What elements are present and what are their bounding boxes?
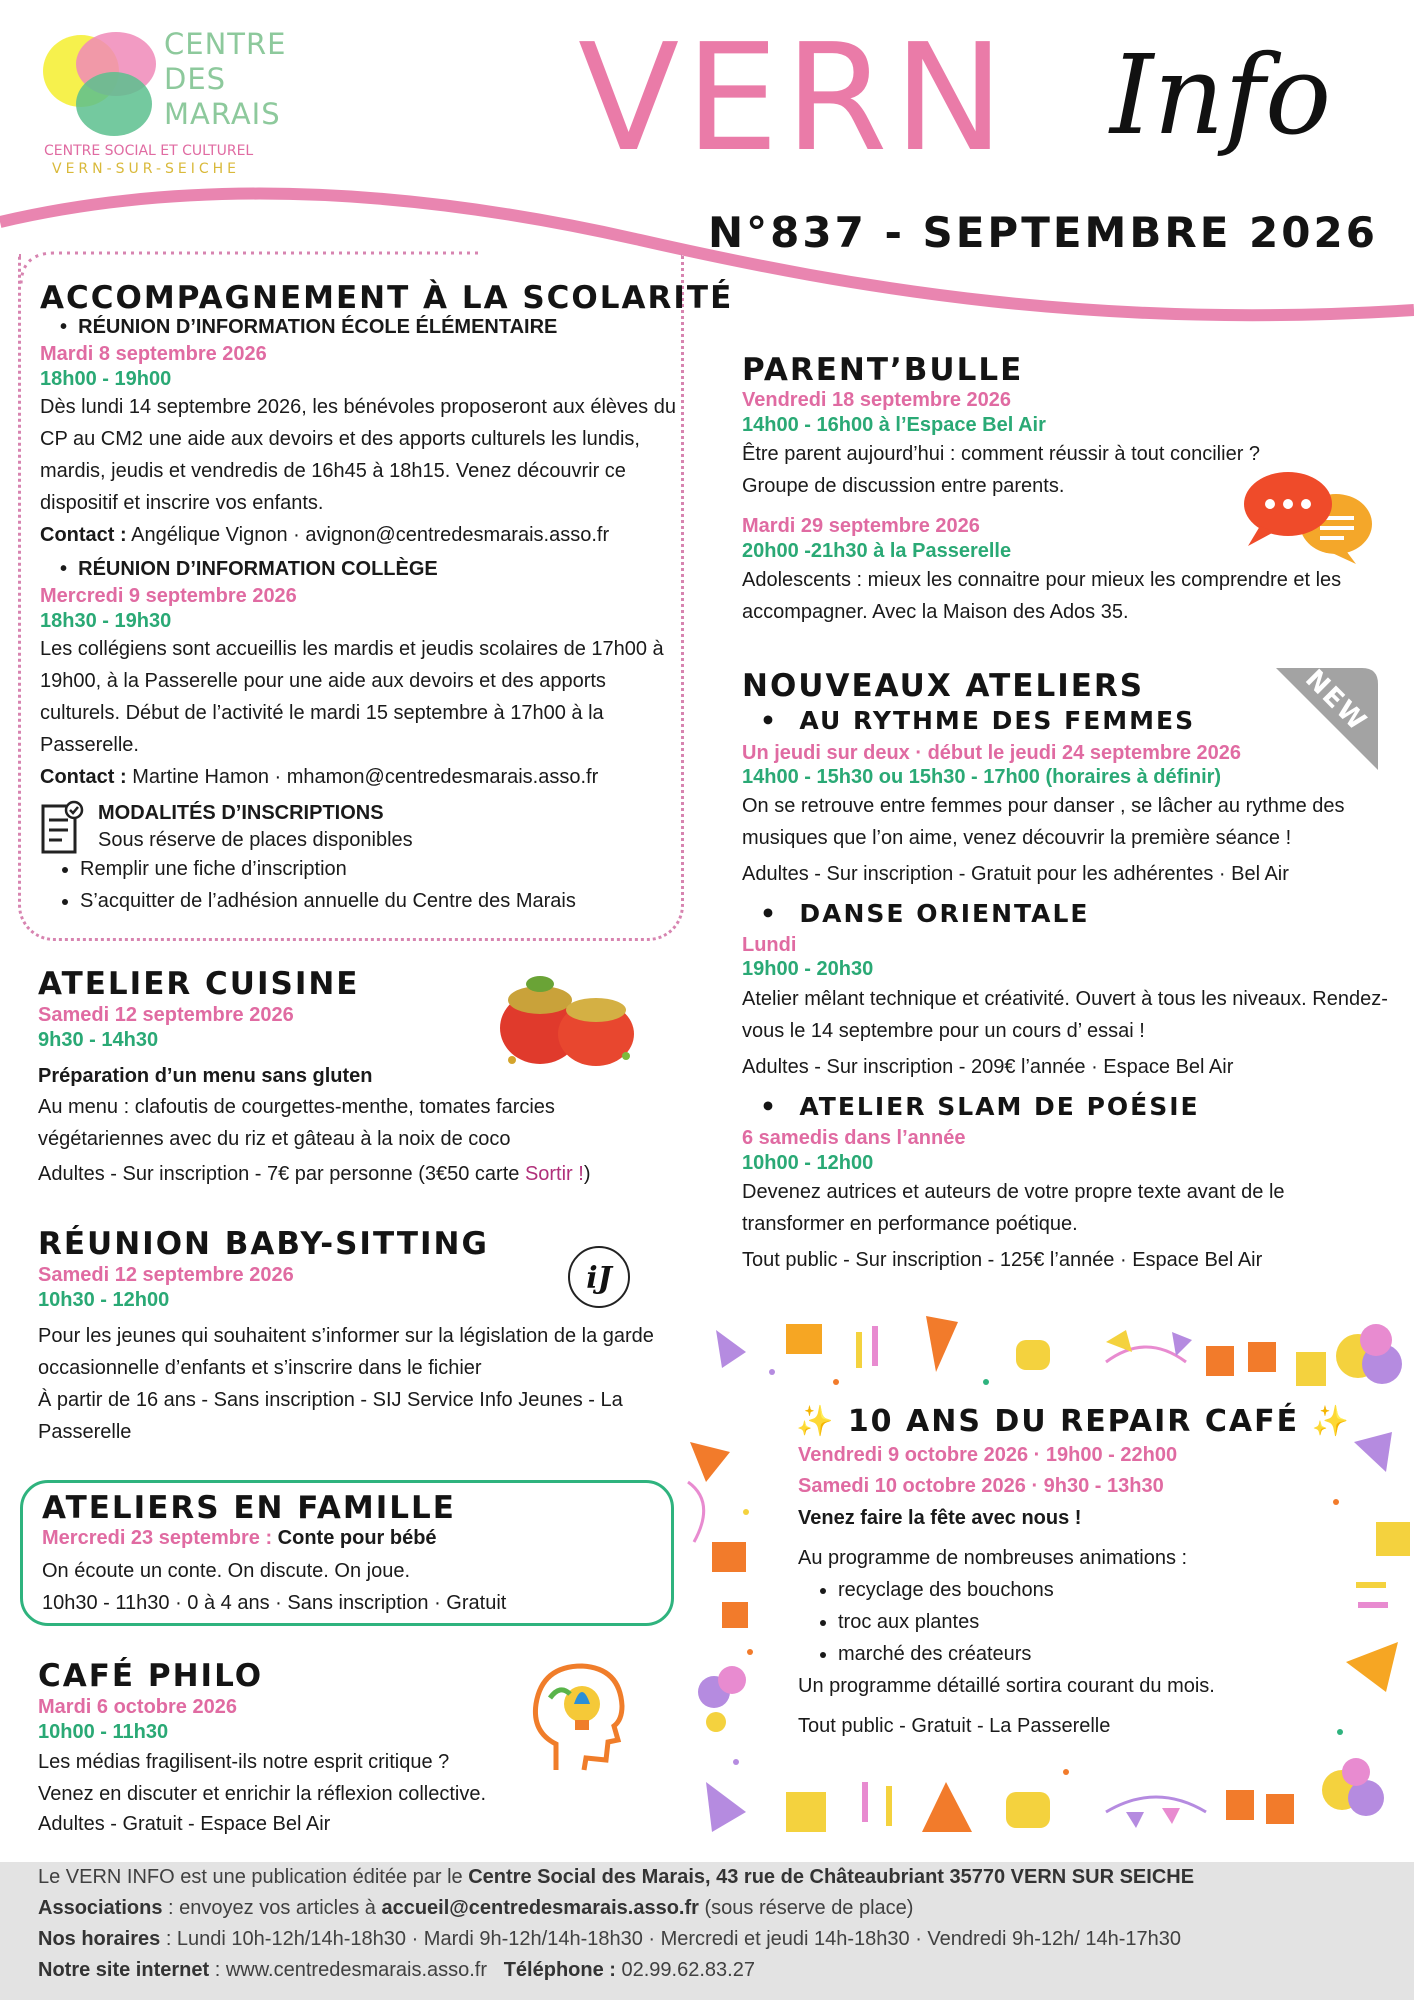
ateliers-a1-text: On se retrouve entre femmes pour danser , se lâcher au rythme des musiques que l’on aime, venez découvrir la première séance ! xyxy=(742,795,1345,849)
scolarite-text2: Les collégiens sont accueillis les mardis et jeudis scolaires de 17h00 à 19h00, à la Passerelle pour une aide aux devoirs et des apports culturels. Début de l’activité le mardi 15 septembre à 17h00 à la Passerelle. xyxy=(40,638,664,756)
footer-text: (sous réserve de place) xyxy=(698,1897,914,1919)
food-icon xyxy=(496,964,644,1068)
modalites-sub: Sous réserve de places disponibles xyxy=(98,829,413,851)
footer-label: Téléphone : xyxy=(503,1959,616,1981)
philo-title: CAFÉ PHILO xyxy=(38,1658,264,1694)
footer-line2 xyxy=(38,1893,913,1924)
repair-text: Un programme détaillé sortira courant du mois. xyxy=(798,1675,1215,1697)
ateliers-a3-title: • ATELIER SLAM DE POÉSIE xyxy=(760,1092,1200,1121)
ateliers-a3-title-label: ATELIER SLAM DE POÉSIE xyxy=(799,1092,1200,1121)
famille-title: ATELIERS EN FAMILLE xyxy=(42,1490,456,1526)
scolarite-time2: 18h30 - 19h30 xyxy=(40,610,172,632)
babysitting-date: Samedi 12 septembre 2026 xyxy=(38,1264,294,1286)
contact-value: Martine Hamon · mhamon@centredesmarais.asso.fr xyxy=(132,766,599,788)
parentbulle-date2: Mardi 29 septembre 2026 xyxy=(742,515,980,537)
footer-website-link[interactable]: : www.centredesmarais.asso.fr xyxy=(209,1959,504,1981)
footer xyxy=(0,1862,1414,2000)
list-item: • recyclage des bouchons xyxy=(838,1574,1054,1606)
cuisine-subtitle: Préparation d’un menu sans gluten xyxy=(38,1065,373,1087)
scolarite-bullet2: • RÉUNION D’INFORMATION COLLÈGE xyxy=(60,558,438,580)
scolarite-text1: Dès lundi 14 septembre 2026, les bénévoles proposeront aux élèves du CP au CM2 une aide aux devoirs et des apports culturels les lundis, mardis, jeudis et vendredis de 16h45 à 18h15. Venez découvrir ce dispositif et inscrire vos enfants. xyxy=(40,396,676,514)
ateliers-a2-title: • DANSE ORIENTALE xyxy=(760,899,1090,928)
logo-line1: CENTRE xyxy=(164,27,287,61)
scolarite-time1: 18h00 - 19h00 xyxy=(40,368,172,390)
repair-info: Tout public - Gratuit - La Passerelle xyxy=(798,1715,1111,1737)
contact-label: Contact : xyxy=(40,524,127,546)
ateliers-a1-time: 14h00 - 15h30 ou 15h30 - 17h00 (horaires à définir) xyxy=(742,766,1222,788)
logo-sub2: VERN-SUR-SEICHE xyxy=(52,161,241,177)
party-popper-icon: ✨ xyxy=(1299,1404,1351,1439)
parentbulle-date1: Vendredi 18 septembre 2026 xyxy=(742,389,1012,411)
head-idea-icon xyxy=(526,1660,630,1778)
svg-text:iJ: iJ xyxy=(586,1261,612,1296)
cuisine-info-text: Adultes - Sur inscription - 7€ par personne (3€50 carte xyxy=(38,1163,525,1185)
repair-title-label: 10 ANS DU REPAIR CAFÉ xyxy=(847,1404,1300,1439)
babysitting-text: Pour les jeunes qui souhaitent s’informer sur la législation de la garde occasionnelle d’enfants et s’inscrire dans le fichier xyxy=(38,1325,654,1379)
repair-fete: Venez faire la fête avec nous ! xyxy=(798,1507,1082,1529)
modalites-list xyxy=(40,853,576,917)
footer-line1 xyxy=(38,1862,1194,1893)
contact-label: Contact : xyxy=(40,766,127,788)
cuisine-date: Samedi 12 septembre 2026 xyxy=(38,1004,294,1026)
philo-date: Mardi 6 octobre 2026 xyxy=(38,1696,237,1718)
famille-subtitle: Conte pour bébé xyxy=(277,1527,437,1549)
ateliers-a3-time: 10h00 - 12h00 xyxy=(742,1152,874,1174)
chat-bubbles-icon xyxy=(1240,470,1380,566)
list-item: • marché des créateurs xyxy=(838,1638,1054,1670)
footer-hours: : Lundi 10h-12h/14h-18h30 · Mardi 9h-12h/14h-18h30 · Mercredi et jeudi 14h-18h30 · Vendredi 9h-12h/ 14h-17h30 xyxy=(160,1928,1181,1950)
cuisine-title: ATELIER CUISINE xyxy=(38,966,360,1002)
logo-sub1: CENTRE SOCIAL ET CULTUREL xyxy=(44,143,254,159)
repair-date1: Vendredi 9 octobre 2026 · 19h00 - 22h00 xyxy=(798,1444,1178,1466)
footer-label: Notre site internet xyxy=(38,1959,210,1981)
babysitting-title: RÉUNION BABY-SITTING xyxy=(38,1226,489,1262)
scolarite-contact2 xyxy=(40,761,598,793)
ateliers-title: NOUVEAUX ATELIERS xyxy=(742,668,1145,704)
footer-text: : envoyez vos articles à xyxy=(162,1897,382,1919)
ateliers-a1-title: • AU RYTHME DES FEMMES xyxy=(760,706,1196,735)
footer-phone: 02.99.62.83.27 xyxy=(615,1959,755,1981)
babysitting-time: 10h30 - 12h00 xyxy=(38,1289,170,1311)
parentbulle-title: PARENT’BULLE xyxy=(742,352,1024,388)
ij-logo-icon xyxy=(566,1244,632,1310)
philo-text2: Venez en discuter et enrichir la réflexion collective. xyxy=(38,1783,487,1805)
ateliers-a2-text: Atelier mêlant technique et créativité. Ouvert à tous les niveaux. Rendez-vous le 14 septembre pour un cours d’ essai ! xyxy=(742,988,1388,1042)
ateliers-a2-info: Adultes - Sur inscription - 209€ l’année · Espace Bel Air xyxy=(742,1056,1234,1078)
repair-date2: Samedi 10 octobre 2026 · 9h30 - 13h30 xyxy=(798,1475,1164,1497)
parentbulle-text1: Être parent aujourd’hui : comment réussir à tout concilier ? Groupe de discussion entre parents. xyxy=(742,443,1261,497)
contact-value: Angélique Vignon · avignon@centredesmarais.asso.fr xyxy=(131,524,610,546)
scolarite-bullet1: • RÉUNION D’INFORMATION ÉCOLE ÉLÉMENTAIRE xyxy=(60,316,558,338)
issue-number: N°837 - SEPTEMBRE 2026 xyxy=(708,208,1378,257)
repair-list xyxy=(798,1574,1054,1670)
parentbulle-time1: 14h00 - 16h00 à l’Espace Bel Air xyxy=(742,414,1046,436)
ateliers-a2-title-label: DANSE ORIENTALE xyxy=(799,899,1090,928)
party-popper-icon: ✨ xyxy=(796,1404,848,1439)
title-info: Info xyxy=(1110,31,1332,159)
ateliers-a1-title-label: AU RYTHME DES FEMMES xyxy=(799,706,1196,735)
repair-intro: Au programme de nombreuses animations : xyxy=(798,1547,1188,1569)
logo-blobs-icon xyxy=(36,16,166,146)
title-vern: VERN xyxy=(578,12,1011,184)
famille-date-line xyxy=(42,1526,437,1551)
footer-line4 xyxy=(38,1955,755,1986)
philo-time: 10h00 - 11h30 xyxy=(38,1721,169,1743)
footer-email-link[interactable]: accueil@centredesmarais.asso.fr xyxy=(381,1897,699,1919)
footer-label: Associations xyxy=(38,1897,163,1919)
cuisine-text: Au menu : clafoutis de courgettes-menthe, tomates farcies végétariennes avec du riz et gâteau à la noix de coco xyxy=(38,1096,555,1150)
list-item: • Remplir une fiche d’inscription xyxy=(80,853,576,885)
logo-line3: MARAIS xyxy=(164,97,281,131)
famille-date: Mercredi 23 septembre : xyxy=(42,1527,273,1549)
famille-info: 10h30 - 11h30 · 0 à 4 ans · Sans inscription · Gratuit xyxy=(42,1592,507,1614)
form-icon xyxy=(40,800,84,856)
sortir-link[interactable]: Sortir ! xyxy=(524,1163,584,1185)
scolarite-title: ACCOMPAGNEMENT À LA SCOLARITÉ xyxy=(40,280,734,316)
footer-text: Le VERN INFO est une publication éditée par le xyxy=(38,1866,469,1888)
famille-text: On écoute un conte. On discute. On joue. xyxy=(42,1560,411,1582)
ateliers-a2-date: Lundi xyxy=(742,934,797,956)
scolarite-bullet1-label: RÉUNION D’INFORMATION ÉCOLE ÉLÉMENTAIRE xyxy=(78,316,558,338)
parentbulle-time2: 20h00 -21h30 à la Passerelle xyxy=(742,540,1012,562)
parentbulle-text2: Adolescents : mieux les connaitre pour mieux les comprendre et les accompagner. Avec la Maison des Ados 35. xyxy=(742,569,1342,623)
scolarite-contact1 xyxy=(40,519,609,551)
repair-title xyxy=(796,1404,1351,1440)
scolarite-bullet2-label: RÉUNION D’INFORMATION COLLÈGE xyxy=(78,558,438,580)
logo-line2: DES xyxy=(164,62,227,96)
cuisine-info xyxy=(38,1158,591,1190)
philo-text1: Les médias fragilisent-ils notre esprit critique ? xyxy=(38,1751,450,1773)
babysitting-info: À partir de 16 ans - Sans inscription - SIJ Service Info Jeunes - La Passerelle xyxy=(38,1389,623,1443)
ateliers-a1-info: Adultes - Sur inscription - Gratuit pour les adhérentes · Bel Air xyxy=(742,863,1289,885)
ateliers-a2-time: 19h00 - 20h30 xyxy=(742,958,874,980)
ateliers-a3-text: Devenez autrices et auteurs de votre propre texte avant de le transformer en performance poétique. xyxy=(742,1181,1285,1235)
footer-line3 xyxy=(38,1924,1181,1955)
list-item: • troc aux plantes xyxy=(838,1606,1054,1638)
logo xyxy=(36,16,316,186)
scolarite-date1: Mardi 8 septembre 2026 xyxy=(40,343,267,365)
scolarite-date2: Mercredi 9 septembre 2026 xyxy=(40,585,297,607)
modalites-title: MODALITÉS D’INSCRIPTIONS xyxy=(98,802,384,824)
footer-label: Nos horaires xyxy=(38,1928,161,1950)
philo-info: Adultes - Gratuit - Espace Bel Air xyxy=(38,1813,331,1835)
cuisine-info-end: ) xyxy=(583,1163,591,1185)
ateliers-a3-date: 6 samedis dans l’année xyxy=(742,1127,966,1149)
cuisine-time: 9h30 - 14h30 xyxy=(38,1029,159,1051)
list-item: • S’acquitter de l’adhésion annuelle du Centre des Marais xyxy=(80,885,576,917)
footer-address: Centre Social des Marais, 43 rue de Châteaubriant 35770 VERN SUR SEICHE xyxy=(468,1866,1195,1888)
new-badge-label: NEW xyxy=(1299,664,1373,738)
ateliers-a1-date: Un jeudi sur deux · début le jeudi 24 septembre 2026 xyxy=(742,742,1242,764)
ateliers-a3-info: Tout public - Sur inscription - 125€ l’année · Espace Bel Air xyxy=(742,1249,1263,1271)
